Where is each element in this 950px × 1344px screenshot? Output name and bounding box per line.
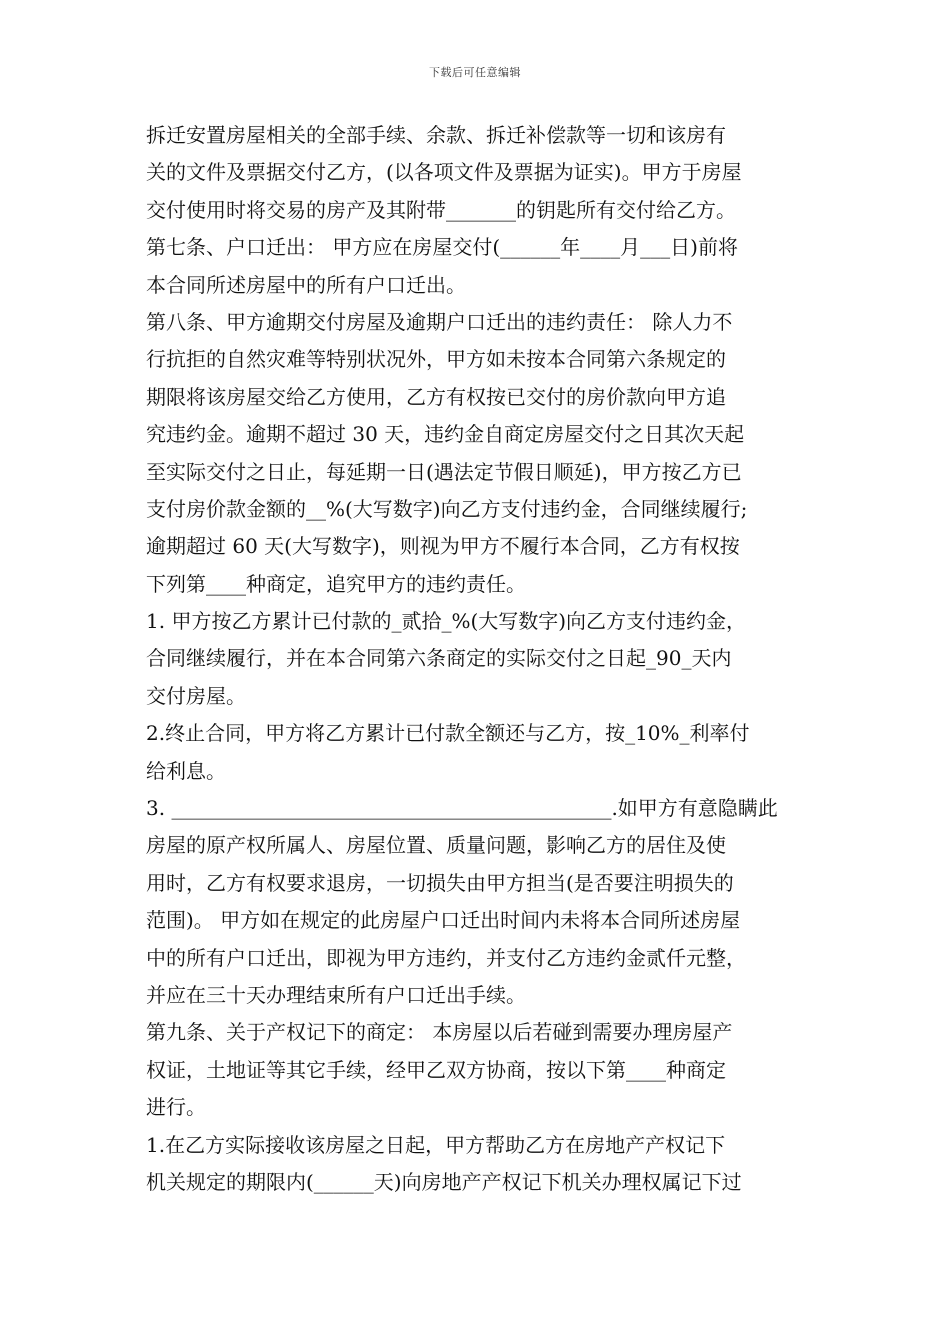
text-line: 并应在三十天办理结束所有户口迁出手续。 xyxy=(146,982,526,1007)
text-line: 期限将该房屋交给乙方使用，乙方有权按已交付的房价款向甲方追 xyxy=(146,384,726,409)
text-line: 行抗拒的自然灾难等特别状况外，甲方如未按本合同第六条规定的 xyxy=(146,347,726,372)
text-line: 进行。 xyxy=(146,1095,206,1120)
text-line: 中的所有户口迁出，即视为甲方违约，并支付乙方违约金贰仟元整， xyxy=(146,945,746,970)
document-body xyxy=(146,117,818,1201)
text-line: 合同继续履行，并在本合同第六条商定的实际交付之日起_90_天内 xyxy=(146,646,732,671)
text-line: 交付房屋。 xyxy=(146,683,246,708)
text-line: 支付房价款金额的__%(大写数字)向乙方支付违约金，合同继续履行; xyxy=(146,496,748,521)
text-line: 究违约金。逾期不超过 30 天，违约金自商定房屋交付之日其次天起 xyxy=(146,422,745,447)
text-line: 给利息。 xyxy=(146,758,226,783)
list-item-1-line: 1. 甲方按乙方累计已付款的_贰拾_%(大写数字)向乙方支付违约金， xyxy=(146,609,747,634)
text-line: 机关规定的期限内(______天)向房地产产权记下机关办理权属记下过 xyxy=(146,1169,742,1194)
article-9-heading-line: 第九条、关于产权记下的商定： 本房屋以后若碰到需要办理房屋产 xyxy=(146,1020,733,1045)
text-line: 范围)。 甲方如在规定的此房屋户口迁出时间内未将本合同所述房屋 xyxy=(146,908,741,933)
text-line: 权证，土地证等其它手续，经甲乙双方协商，按以下第____种商定 xyxy=(146,1057,726,1082)
text-line: 逾期超过 60 天(大写数字)，则视为甲方不履行本合同，乙方有权按 xyxy=(146,534,740,559)
article-8-heading-line: 第八条、甲方逾期交付房屋及逾期户口迁出的违约责任： 除人力不 xyxy=(146,309,733,334)
list-item-1-line: 1.在乙方实际接收该房屋之日起，甲方帮助乙方在房地产产权记下 xyxy=(146,1132,726,1157)
list-item-2-line: 2.终止合同，甲方将乙方累计已付款全额还与乙方，按_10%_利率付 xyxy=(146,721,750,746)
text-line: 关的文件及票据交付乙方，(以各项文件及票据为证实)。甲方于房屋 xyxy=(146,160,742,185)
text-line: 拆迁安置房屋相关的全部手续、余款、拆迁补偿款等一切和该房有 xyxy=(146,123,726,147)
article-7-heading-line: 第七条、户口迁出： 甲方应在房屋交付(______年____月___日)前将 xyxy=(146,235,738,260)
text-line: 至实际交付之日止，每延期一日(遇法定节假日顺延)，甲方按乙方已 xyxy=(146,459,742,484)
text-line: 房屋的原产权所属人、房屋位置、质量问题，影响乙方的居住及使 xyxy=(146,833,726,858)
list-item-3-line: 3. ____________________________________________.如甲方有意隐瞒此 xyxy=(146,796,778,821)
text-line: 交付使用时将交易的房产及其附带_______的钥匙所有交付给乙方。 xyxy=(146,197,736,222)
text-line: 用时，乙方有权要求退房，一切损失由甲方担当(是否要注明损失的 xyxy=(146,870,734,895)
text-line: 下列第____种商定，追究甲方的违约责任。 xyxy=(146,571,526,596)
text-line: 本合同所述房屋中的所有户口迁出。 xyxy=(146,272,466,297)
page-header: 下载后可任意编辑 xyxy=(429,66,521,79)
